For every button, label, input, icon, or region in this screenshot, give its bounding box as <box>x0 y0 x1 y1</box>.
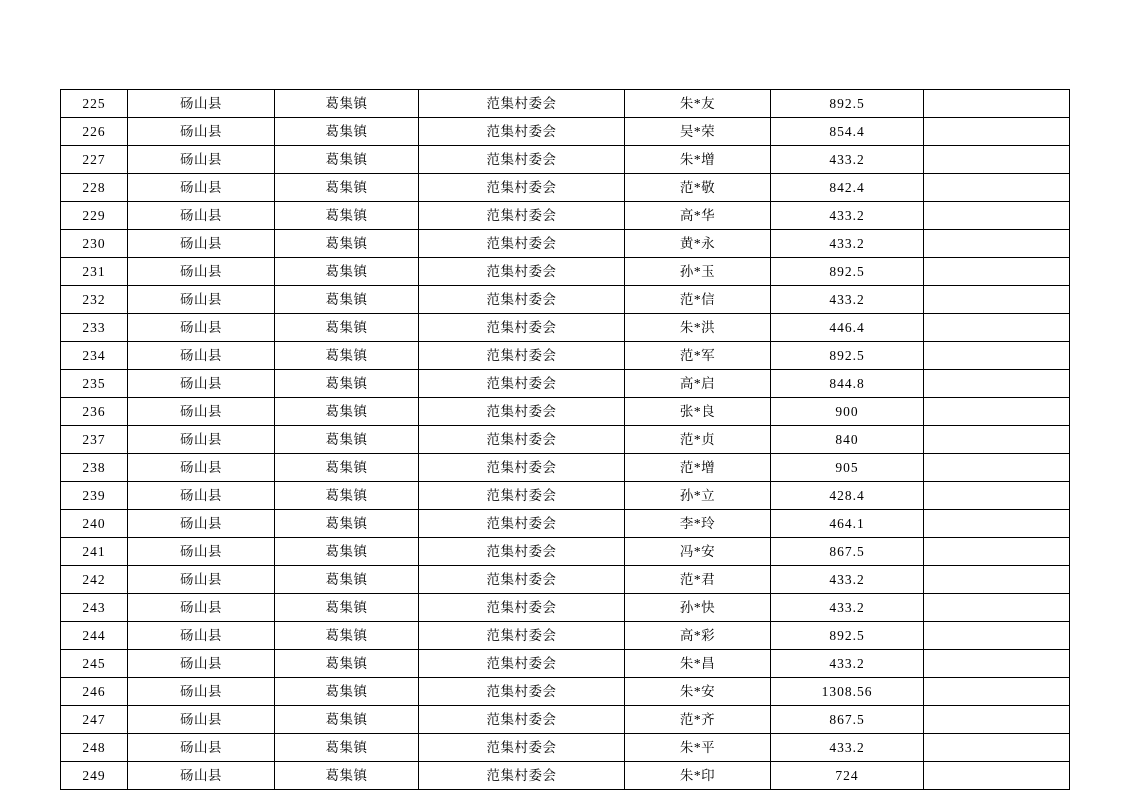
cell-index: 245 <box>61 650 128 678</box>
cell-amount: 867.5 <box>771 706 924 734</box>
cell-index: 241 <box>61 538 128 566</box>
cell-town: 葛集镇 <box>275 678 419 706</box>
cell-county: 砀山县 <box>128 734 275 762</box>
cell-town: 葛集镇 <box>275 230 419 258</box>
cell-index: 247 <box>61 706 128 734</box>
cell-name: 朱*洪 <box>625 314 771 342</box>
cell-blank <box>924 566 1070 594</box>
subsidy-table-container <box>60 89 1062 790</box>
cell-amount: 892.5 <box>771 258 924 286</box>
cell-name: 高*华 <box>625 202 771 230</box>
cell-name: 高*启 <box>625 370 771 398</box>
cell-county: 砀山县 <box>128 90 275 118</box>
cell-village: 范集村委会 <box>419 538 625 566</box>
cell-village: 范集村委会 <box>419 650 625 678</box>
cell-blank <box>924 230 1070 258</box>
cell-county: 砀山县 <box>128 118 275 146</box>
cell-county: 砀山县 <box>128 650 275 678</box>
cell-village: 范集村委会 <box>419 454 625 482</box>
cell-village: 范集村委会 <box>419 314 625 342</box>
cell-name: 朱*安 <box>625 678 771 706</box>
cell-index: 228 <box>61 174 128 202</box>
cell-village: 范集村委会 <box>419 230 625 258</box>
cell-amount: 433.2 <box>771 230 924 258</box>
table-row <box>61 454 1070 482</box>
cell-village: 范集村委会 <box>419 678 625 706</box>
table-row <box>61 342 1070 370</box>
cell-town: 葛集镇 <box>275 538 419 566</box>
cell-village: 范集村委会 <box>419 342 625 370</box>
cell-amount: 428.4 <box>771 482 924 510</box>
cell-blank <box>924 258 1070 286</box>
cell-name: 范*君 <box>625 566 771 594</box>
cell-amount: 1308.56 <box>771 678 924 706</box>
cell-amount: 892.5 <box>771 342 924 370</box>
table-row <box>61 90 1070 118</box>
cell-amount: 892.5 <box>771 622 924 650</box>
cell-county: 砀山县 <box>128 538 275 566</box>
cell-village: 范集村委会 <box>419 594 625 622</box>
cell-index: 234 <box>61 342 128 370</box>
cell-county: 砀山县 <box>128 622 275 650</box>
cell-amount: 433.2 <box>771 734 924 762</box>
cell-village: 范集村委会 <box>419 174 625 202</box>
cell-index: 248 <box>61 734 128 762</box>
cell-county: 砀山县 <box>128 258 275 286</box>
cell-index: 238 <box>61 454 128 482</box>
table-row <box>61 202 1070 230</box>
cell-village: 范集村委会 <box>419 118 625 146</box>
cell-blank <box>924 370 1070 398</box>
cell-county: 砀山县 <box>128 398 275 426</box>
cell-town: 葛集镇 <box>275 454 419 482</box>
cell-index: 231 <box>61 258 128 286</box>
cell-town: 葛集镇 <box>275 566 419 594</box>
cell-county: 砀山县 <box>128 510 275 538</box>
cell-town: 葛集镇 <box>275 762 419 790</box>
table-row <box>61 314 1070 342</box>
table-row <box>61 622 1070 650</box>
cell-index: 235 <box>61 370 128 398</box>
cell-amount: 724 <box>771 762 924 790</box>
cell-blank <box>924 454 1070 482</box>
cell-village: 范集村委会 <box>419 202 625 230</box>
cell-blank <box>924 482 1070 510</box>
cell-name: 孙*玉 <box>625 258 771 286</box>
cell-amount: 905 <box>771 454 924 482</box>
cell-town: 葛集镇 <box>275 510 419 538</box>
cell-town: 葛集镇 <box>275 370 419 398</box>
table-row <box>61 538 1070 566</box>
cell-town: 葛集镇 <box>275 594 419 622</box>
cell-town: 葛集镇 <box>275 146 419 174</box>
cell-amount: 433.2 <box>771 650 924 678</box>
cell-index: 236 <box>61 398 128 426</box>
cell-blank <box>924 174 1070 202</box>
cell-blank <box>924 538 1070 566</box>
cell-blank <box>924 650 1070 678</box>
table-row <box>61 706 1070 734</box>
cell-town: 葛集镇 <box>275 342 419 370</box>
cell-town: 葛集镇 <box>275 202 419 230</box>
cell-amount: 844.8 <box>771 370 924 398</box>
cell-town: 葛集镇 <box>275 650 419 678</box>
table-row <box>61 286 1070 314</box>
cell-county: 砀山县 <box>128 314 275 342</box>
cell-index: 242 <box>61 566 128 594</box>
cell-index: 225 <box>61 90 128 118</box>
cell-index: 232 <box>61 286 128 314</box>
cell-amount: 433.2 <box>771 566 924 594</box>
cell-village: 范集村委会 <box>419 90 625 118</box>
cell-amount: 433.2 <box>771 146 924 174</box>
cell-name: 朱*昌 <box>625 650 771 678</box>
cell-amount: 900 <box>771 398 924 426</box>
cell-name: 冯*安 <box>625 538 771 566</box>
cell-blank <box>924 146 1070 174</box>
table-body <box>61 90 1070 790</box>
cell-name: 范*敬 <box>625 174 771 202</box>
cell-name: 范*增 <box>625 454 771 482</box>
cell-village: 范集村委会 <box>419 258 625 286</box>
cell-name: 李*玲 <box>625 510 771 538</box>
table-row <box>61 594 1070 622</box>
cell-blank <box>924 202 1070 230</box>
table-row <box>61 118 1070 146</box>
cell-name: 朱*平 <box>625 734 771 762</box>
cell-blank <box>924 314 1070 342</box>
cell-county: 砀山县 <box>128 342 275 370</box>
cell-village: 范集村委会 <box>419 762 625 790</box>
table-row <box>61 174 1070 202</box>
cell-name: 范*军 <box>625 342 771 370</box>
cell-town: 葛集镇 <box>275 314 419 342</box>
cell-county: 砀山县 <box>128 146 275 174</box>
cell-index: 237 <box>61 426 128 454</box>
cell-county: 砀山县 <box>128 678 275 706</box>
cell-town: 葛集镇 <box>275 286 419 314</box>
cell-amount: 892.5 <box>771 90 924 118</box>
cell-blank <box>924 706 1070 734</box>
cell-village: 范集村委会 <box>419 566 625 594</box>
cell-town: 葛集镇 <box>275 398 419 426</box>
table-row <box>61 482 1070 510</box>
cell-village: 范集村委会 <box>419 734 625 762</box>
cell-blank <box>924 510 1070 538</box>
cell-name: 朱*印 <box>625 762 771 790</box>
cell-index: 229 <box>61 202 128 230</box>
cell-blank <box>924 678 1070 706</box>
cell-village: 范集村委会 <box>419 510 625 538</box>
cell-amount: 433.2 <box>771 286 924 314</box>
table-row <box>61 678 1070 706</box>
cell-index: 246 <box>61 678 128 706</box>
cell-town: 葛集镇 <box>275 482 419 510</box>
cell-name: 吴*荣 <box>625 118 771 146</box>
cell-town: 葛集镇 <box>275 118 419 146</box>
cell-county: 砀山县 <box>128 566 275 594</box>
table-row <box>61 510 1070 538</box>
cell-amount: 854.4 <box>771 118 924 146</box>
cell-blank <box>924 426 1070 454</box>
cell-amount: 433.2 <box>771 202 924 230</box>
cell-town: 葛集镇 <box>275 258 419 286</box>
cell-name: 范*贞 <box>625 426 771 454</box>
cell-blank <box>924 342 1070 370</box>
table-row <box>61 370 1070 398</box>
cell-blank <box>924 90 1070 118</box>
cell-county: 砀山县 <box>128 202 275 230</box>
table-row <box>61 566 1070 594</box>
cell-town: 葛集镇 <box>275 706 419 734</box>
cell-name: 高*彩 <box>625 622 771 650</box>
cell-county: 砀山县 <box>128 454 275 482</box>
cell-index: 244 <box>61 622 128 650</box>
cell-amount: 840 <box>771 426 924 454</box>
cell-county: 砀山县 <box>128 594 275 622</box>
cell-village: 范集村委会 <box>419 482 625 510</box>
cell-village: 范集村委会 <box>419 706 625 734</box>
table-row <box>61 650 1070 678</box>
cell-county: 砀山县 <box>128 482 275 510</box>
cell-index: 230 <box>61 230 128 258</box>
cell-index: 240 <box>61 510 128 538</box>
cell-name: 张*良 <box>625 398 771 426</box>
table-row <box>61 258 1070 286</box>
cell-town: 葛集镇 <box>275 734 419 762</box>
table-row <box>61 230 1070 258</box>
cell-county: 砀山县 <box>128 762 275 790</box>
cell-name: 朱*增 <box>625 146 771 174</box>
cell-village: 范集村委会 <box>419 398 625 426</box>
cell-amount: 867.5 <box>771 538 924 566</box>
cell-name: 孙*快 <box>625 594 771 622</box>
cell-village: 范集村委会 <box>419 426 625 454</box>
cell-county: 砀山县 <box>128 706 275 734</box>
cell-amount: 433.2 <box>771 594 924 622</box>
cell-town: 葛集镇 <box>275 90 419 118</box>
cell-name: 朱*友 <box>625 90 771 118</box>
cell-blank <box>924 762 1070 790</box>
cell-name: 孙*立 <box>625 482 771 510</box>
cell-name: 黄*永 <box>625 230 771 258</box>
cell-village: 范集村委会 <box>419 286 625 314</box>
cell-blank <box>924 594 1070 622</box>
cell-index: 243 <box>61 594 128 622</box>
cell-blank <box>924 118 1070 146</box>
cell-village: 范集村委会 <box>419 146 625 174</box>
cell-index: 227 <box>61 146 128 174</box>
cell-index: 226 <box>61 118 128 146</box>
table-row <box>61 762 1070 790</box>
cell-town: 葛集镇 <box>275 622 419 650</box>
cell-village: 范集村委会 <box>419 622 625 650</box>
cell-amount: 842.4 <box>771 174 924 202</box>
table-row <box>61 398 1070 426</box>
cell-county: 砀山县 <box>128 174 275 202</box>
cell-blank <box>924 398 1070 426</box>
cell-blank <box>924 734 1070 762</box>
cell-town: 葛集镇 <box>275 174 419 202</box>
cell-name: 范*齐 <box>625 706 771 734</box>
table-row <box>61 426 1070 454</box>
cell-county: 砀山县 <box>128 370 275 398</box>
cell-blank <box>924 622 1070 650</box>
cell-name: 范*信 <box>625 286 771 314</box>
cell-amount: 446.4 <box>771 314 924 342</box>
cell-amount: 464.1 <box>771 510 924 538</box>
subsidy-table <box>60 89 1070 790</box>
cell-village: 范集村委会 <box>419 370 625 398</box>
table-row <box>61 734 1070 762</box>
cell-county: 砀山县 <box>128 286 275 314</box>
cell-blank <box>924 286 1070 314</box>
cell-county: 砀山县 <box>128 426 275 454</box>
cell-index: 249 <box>61 762 128 790</box>
cell-index: 239 <box>61 482 128 510</box>
cell-index: 233 <box>61 314 128 342</box>
cell-county: 砀山县 <box>128 230 275 258</box>
cell-town: 葛集镇 <box>275 426 419 454</box>
table-row <box>61 146 1070 174</box>
